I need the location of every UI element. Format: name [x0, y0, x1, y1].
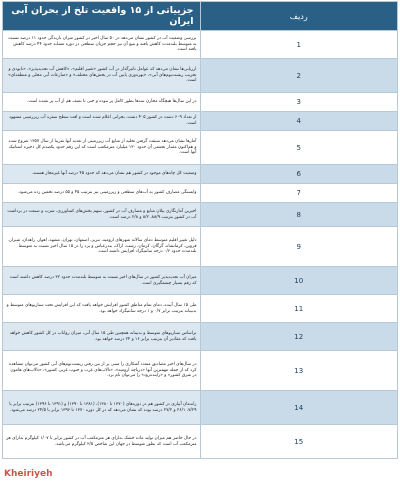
table-row	[3, 165, 398, 184]
row-text: ارزیابی‌ها نشان می‌دهد که عوامل تاثیرگذار در آب کشور «تغییر اقلیم»، «کاهش آب تجدیدپذیر»، «نابودی و تخریب زیست‌بوم‌های آبی»، «بهره‌وری پایین آب در بخش‌های مختلف» و «منازعات آبی محلی و منطقه‌ای» است.	[3, 59, 201, 93]
row-number: 15	[200, 425, 398, 459]
row-text: میزان آب تجدیدپذیر کشور در سال‌های اخیر نسبت به متوسط بلندمدت حدود ۳۲ درصد کاهش داشته است که رقم بسیار چشمگیری است.	[3, 267, 201, 295]
table-row	[3, 295, 398, 323]
row-text: وابستگی مصارف کشور به آب‌های سطحی و زیرزمینی نیز بترتیب ۴۵ و ۵۵ درصد تخمین زده می‌شود.	[3, 184, 201, 203]
table-row	[3, 323, 398, 351]
row-text: طی ۱۵ سال آینده، دمای تمام مناطق کشور افزایش خواهد یافت که این افزایش تحت سناریوهای متوسط و بدبینانه بترتیب برابر ۰/۷ و ۱ درجه سانتیگراد خواهد بود.	[3, 295, 201, 323]
table-row	[3, 131, 398, 165]
table-row	[3, 112, 398, 131]
table-row	[3, 31, 398, 59]
table-row	[3, 203, 398, 227]
row-text: براساس سناریوهای متوسط و بدبینانه همچنین طی ۱۵ سال آتی، میزان رواناب در کل کشور کاهش خواهد یافت که مقادیر آن بترتیب برابر ۱۶ و ۲۴ درصد خواهد بود.	[3, 323, 201, 351]
row-text: راندمان آبیاری در کشور هم در دوره‌های (۱۳۷۰ تا ۱۳۸۰)، (۱۳۸۱ تا ۱۳۹۰) و (۱۳۹۱ تا ۱۳۹۶) بترتیب برابر با ۷/۲۹، ۲۶/۱ و ۲۷/۲ درصد بوده که نشان می‌دهد که در کل دوره ۱۳۷۰ تا ۱۳۹۶ برابر با ۲۴/۵ درصد می‌شود.	[3, 391, 201, 425]
row-text: در این سال‌ها هیچگاه مخازن سدها بطور کامل پر نبوده و حتی تا نصف هم از آب پر نشده است.	[3, 93, 201, 112]
row-number: 12	[200, 323, 398, 351]
row-text: دلیل تغییر اقلیم متوسط دمای سالانه شهرهای ارومیه، تبریز، اصفهان، تهران، مشهد، اهواز، زاهدان، شیراز، قزوین، کرمانشاه، گرگان، کرمان، رشت، اراک، بندرعباس و یزد را در ۱۵ سال اخیر نسبت به متوسط بلندمدت حدود ۰/۶ درجه سانتیگراد افزایش داشته است.	[3, 227, 201, 267]
row-number: 10	[200, 267, 398, 295]
table-row	[3, 391, 398, 425]
row-number: 9	[200, 227, 398, 267]
row-text: وضعیت کل چاه‌های موجود در کشور هم نشان می‌دهد که حدود ۴۵ درصد آنها غیرمجاز هستند.	[3, 165, 201, 184]
row-number: 14	[200, 391, 398, 425]
row-text: از تعداد ۶۰۹ دشت در کشور ۴۰۵ دشت، بحرانی اعلام شده است و افت سطح سفره آب زیرزمینی مشهود است.	[3, 112, 201, 131]
facts-table	[2, 1, 398, 459]
table-header-row	[3, 2, 398, 31]
table-title: جزییاتی از ۱۵ واقعیت تلخ از بحران آبی ایران	[3, 2, 201, 31]
row-text: بررسی وضعیت آب در کشور نشان می‌دهد در ۵۰ سال اخیر در کشور میزان بارندگی حدود ۱۱ درصد نسبت به متوسط بلندمدت کاهش یافته و بتبع آن نیز حجم جریان سطحی در دوره مشابه حدود ۴۴ درصد کاهش یافته است.	[3, 31, 201, 59]
row-text: اخیرین آمارنگاری بیلان منابع و مصارف آب در کشور، سهم بخش‌های کشاورزی، شرب و صنعت در برداشت آب در کشور بترتیب ۸۸/۹، ۸/۲ و ۲/۸ درصد است.	[3, 203, 201, 227]
row-number: 1	[200, 31, 398, 59]
row-number: 8	[200, 203, 398, 227]
row-number: 11	[200, 295, 398, 323]
row-text: در سال‌های اخیر مصادیق متعدد آشکاری را مبنی بر از بین رفتن زیست‌بوم‌های آبی کشور می‌توان مشاهده کرد که از جمله مهمترین آنها «دریاچه ارومیه»، «تالاب‌های غرب و جنوب غربی کشور»، «تالاب‌های هامون در شرق کشور» و «زاینده‌رود» را می‌توان نام برد.	[3, 351, 201, 391]
row-number: 7	[200, 184, 398, 203]
table-row	[3, 267, 398, 295]
row-number: 4	[200, 112, 398, 131]
page	[0, 1, 400, 481]
row-number: 3	[200, 93, 398, 112]
table-row	[3, 59, 398, 93]
row-number: 6	[200, 165, 398, 184]
table-row	[3, 93, 398, 112]
table-row	[3, 425, 398, 459]
row-number-header: ردیف	[200, 2, 398, 31]
row-number: 13	[200, 351, 398, 391]
table-row	[3, 351, 398, 391]
table-row	[3, 227, 398, 267]
row-number: 5	[200, 131, 398, 165]
row-text: آمارها نشان می‌دهد سبقت گرفتن تخلیه از منابع آب زیرزمینی از تغذیه آنها تقریبا از سال ۱۳۵۷ شروع شده و هم‌اکنون مقدار تجمعی آن حدود ۱۳۰ میلیارد مترمکعب است که این رقم حدود یکصدم کل ذخیره استاتیک آنها است.	[3, 131, 201, 165]
row-text: در حال حاضر هم میزان تولید ماده خشک به‌ازای هر مترمکعب آب در کشور برابر با ۱/۰۷ کیلوگرم به‌ازای هر مترمکعب آب است که بطور متوسط در جهان این شاخص ۲/۵ کیلوگرم می‌باشد.	[3, 425, 201, 459]
table-row	[3, 184, 398, 203]
watermark-logo: Kheiriyeh	[4, 469, 53, 479]
row-number: 2	[200, 59, 398, 93]
